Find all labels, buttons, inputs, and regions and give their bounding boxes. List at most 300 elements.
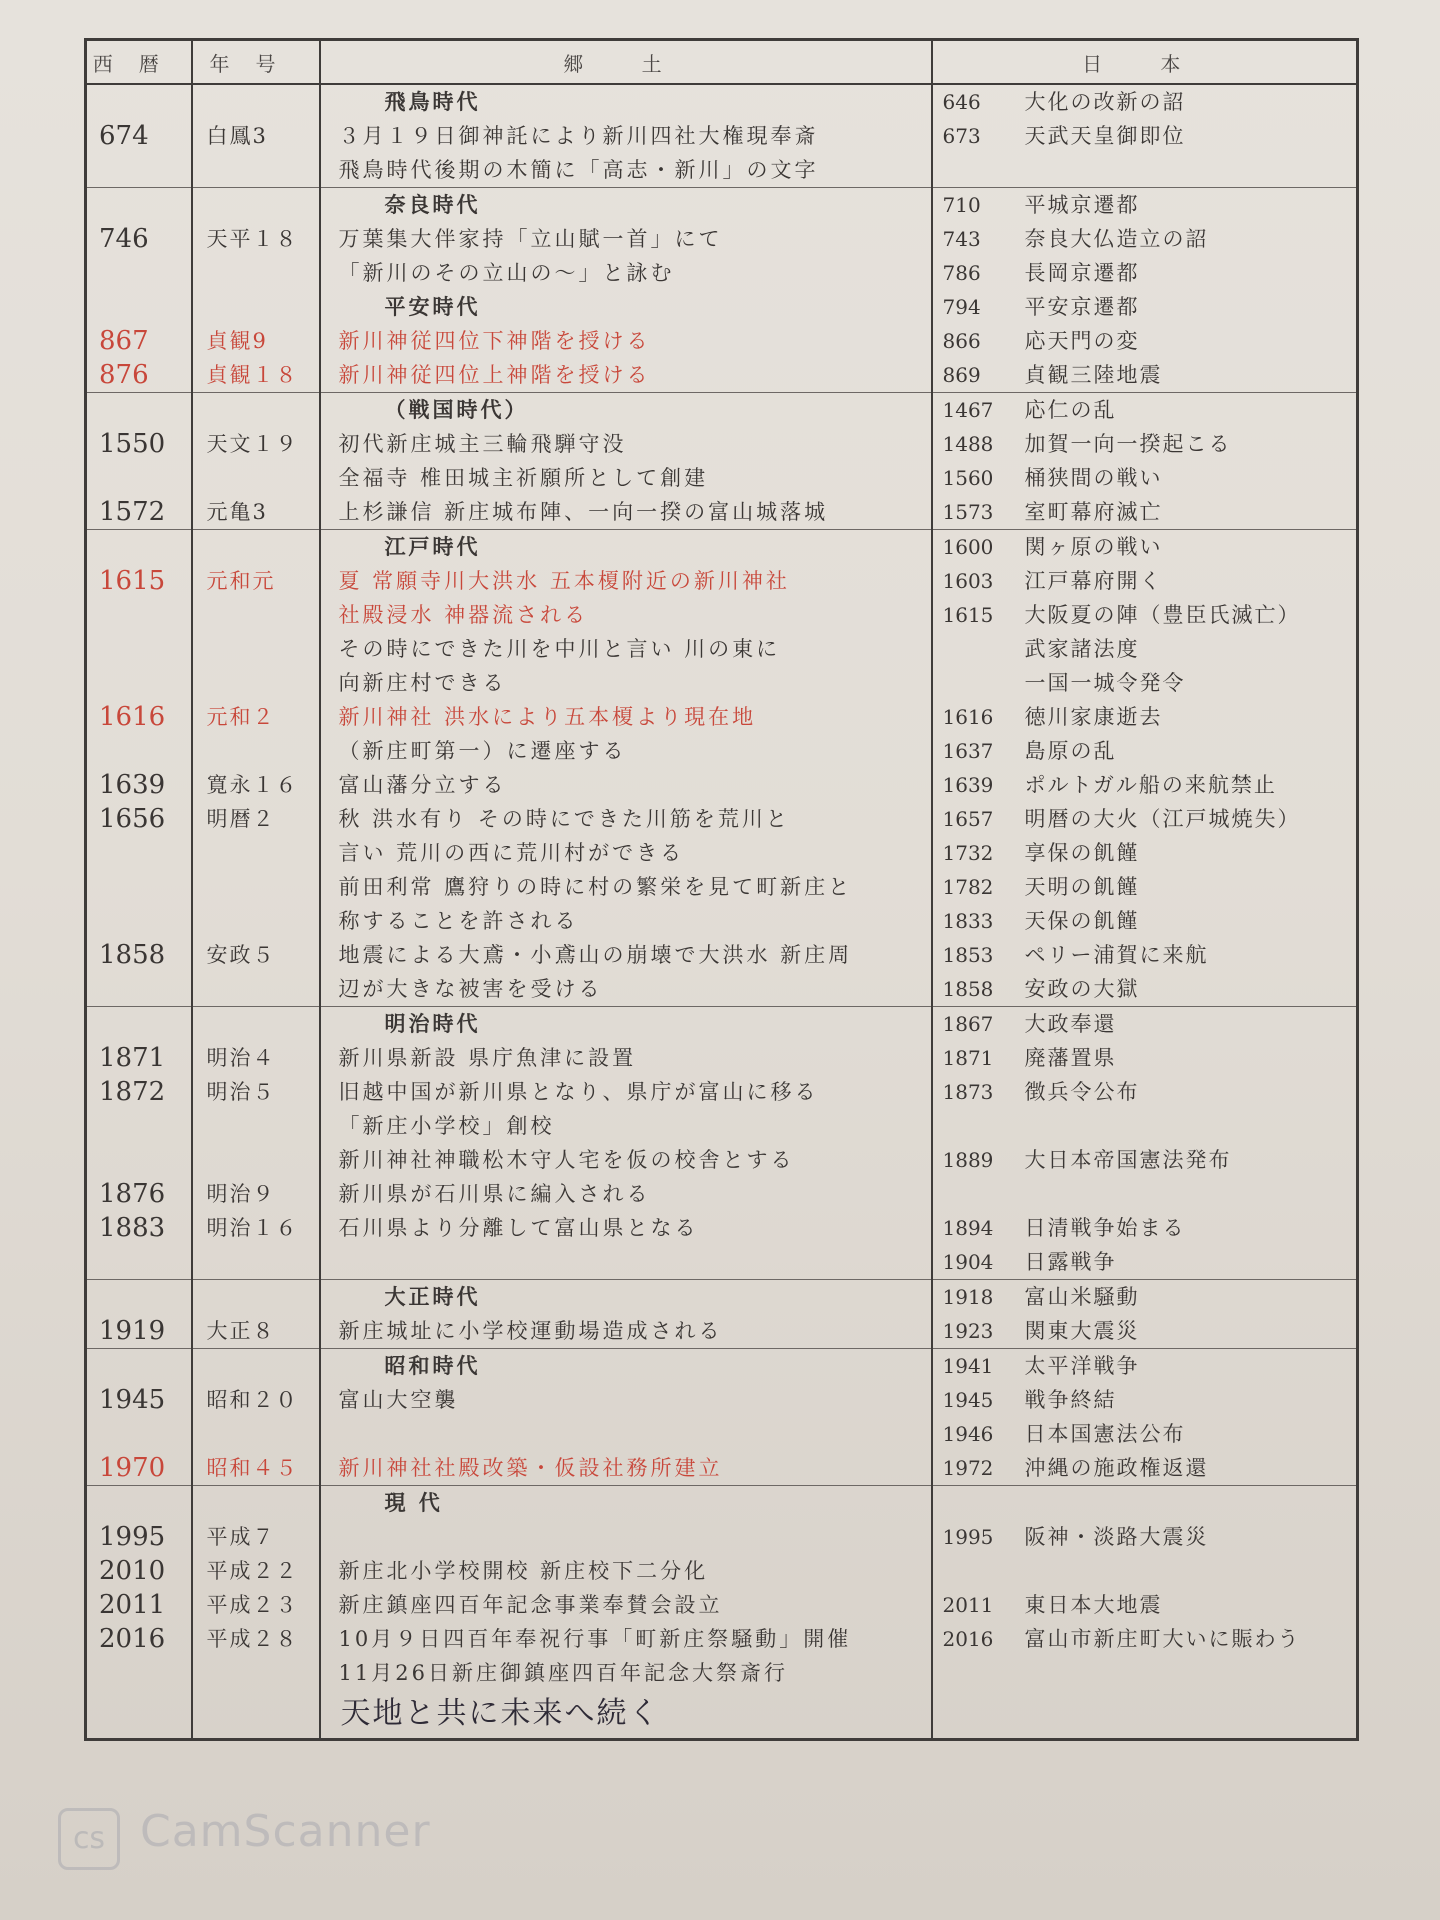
local-event-text: 地震による大鳶・小鳶山の崩壊で大洪水 新庄周: [338, 943, 853, 967]
period-heading: 平安時代: [384, 294, 481, 319]
japan-cell: [932, 530, 1358, 1007]
era-text: [193, 1109, 319, 1143]
japan-year: 1904: [942, 1250, 994, 1274]
japan-event-text: 大化の改新の詔: [1024, 90, 1186, 114]
japan-event: [933, 1588, 1357, 1622]
era-text: 大正８: [206, 1319, 276, 1343]
japan-event-text: 徴兵令公布: [1024, 1080, 1140, 1104]
year-text: 1858: [99, 940, 166, 970]
japan-year: 1782: [942, 875, 994, 899]
local-event-text: 夏 常願寺川大洪水 五本榎附近の新川神社: [338, 569, 790, 593]
era-text: [193, 734, 319, 768]
year-text: 1572: [99, 497, 166, 527]
era-text: [193, 666, 319, 700]
era-text: 昭和４５: [206, 1456, 299, 1480]
table-header-row: [86, 40, 1358, 85]
local-event-text: 新川神従四位下神階を授ける: [338, 329, 651, 353]
japan-event: [933, 1314, 1357, 1348]
japan-year: 1573: [942, 500, 994, 524]
year-text: [87, 188, 191, 222]
year-text: [87, 666, 191, 700]
era-cell: [192, 530, 320, 1007]
local-event-text: 初代新庄城主三輪飛騨守没: [338, 432, 627, 456]
period-heading: 昭和時代: [384, 1353, 481, 1378]
year-text: [87, 290, 191, 324]
japan-year: 1873: [942, 1080, 994, 1104]
era-text: [193, 1656, 319, 1690]
japan-event: [933, 1451, 1357, 1485]
era-text: [193, 870, 319, 904]
japan-year: 1945: [942, 1388, 994, 1412]
japan-event: [933, 768, 1357, 802]
japan-cell: [932, 1349, 1358, 1486]
japan-year: 1871: [942, 1046, 994, 1070]
local-event-text: 秋 洪水有り その時にできた川筋を荒川と: [338, 807, 790, 831]
japan-event-text: 日露戦争: [1024, 1250, 1117, 1274]
period-row: [86, 1486, 1358, 1740]
era-text: 明治１６: [206, 1216, 299, 1240]
year-text: 2016: [99, 1624, 166, 1654]
era-text: 明治９: [206, 1182, 276, 1206]
era-text: 白鳳3: [206, 124, 268, 148]
local-event-text: 10月９日四百年奉祝行事「町新庄祭騒動」開催: [338, 1627, 852, 1651]
japan-event-text: 江戸幕府開く: [1024, 569, 1163, 593]
japan-year: 1639: [942, 773, 994, 797]
japan-event: [933, 938, 1357, 972]
header-year: 西暦: [86, 40, 192, 85]
japan-event-text: 大日本帝国憲法発布: [1024, 1148, 1232, 1172]
japan-event: [933, 290, 1357, 324]
year-text: [87, 85, 191, 119]
year-text: 1995: [99, 1522, 166, 1552]
camscanner-logo-icon: cs: [58, 1808, 120, 1870]
japan-event-text: 桶狭間の戦い: [1024, 466, 1163, 490]
year-cell: [86, 84, 192, 188]
year-text: [87, 1109, 191, 1143]
year-text: [87, 1245, 191, 1279]
local-event-text: 新川県が石川県に編入される: [338, 1182, 651, 1206]
japan-event-text: 応天門の変: [1024, 329, 1140, 353]
local-event-text: 向新庄村できる: [338, 671, 507, 695]
japan-event: [933, 1280, 1357, 1314]
japan-year: 710: [942, 193, 981, 217]
period-row: [86, 188, 1358, 393]
year-text: [87, 1007, 191, 1041]
japan-event-text: 平安京遷都: [1024, 295, 1140, 319]
japan-year: 1946: [942, 1422, 994, 1446]
local-cell: [320, 188, 932, 393]
year-cell: [86, 1007, 192, 1280]
japan-event: [933, 222, 1357, 256]
year-text: 674: [99, 121, 149, 151]
japan-event: [933, 836, 1357, 870]
era-text: 貞観１８: [206, 363, 299, 387]
period-heading: 飛鳥時代: [384, 89, 481, 114]
year-text: [87, 1486, 191, 1520]
year-text: 1616: [99, 702, 166, 732]
japan-event: [933, 1622, 1357, 1656]
japan-event: [933, 358, 1357, 392]
local-event-text: [321, 1417, 931, 1451]
local-cell: [320, 84, 932, 188]
japan-event: [933, 700, 1357, 734]
year-text: 1883: [99, 1213, 166, 1243]
year-text: [87, 870, 191, 904]
year-cell: [86, 1280, 192, 1349]
local-event-text: 新川神社 洪水により五本榎より現在地: [338, 705, 757, 729]
local-event-text: 辺が大きな被害を受ける: [338, 977, 603, 1001]
japan-year: 794: [942, 295, 981, 319]
year-cell: [86, 1486, 192, 1740]
era-text: 貞観9: [206, 329, 268, 353]
japan-year: 1732: [942, 841, 994, 865]
japan-event-text: 加賀一向一揆起こる: [1024, 432, 1232, 456]
era-text: [193, 598, 319, 632]
year-text: [87, 1349, 191, 1383]
japan-cell: [932, 1280, 1358, 1349]
japan-year: 869: [942, 363, 981, 387]
japan-year: 1972: [942, 1456, 994, 1480]
japan-event-text: 廃藩置県: [1024, 1046, 1117, 1070]
year-text: [87, 904, 191, 938]
japan-event-text: 安政の大獄: [1024, 977, 1140, 1001]
era-text: [193, 1417, 319, 1451]
japan-event: [933, 1245, 1357, 1279]
period-heading: 明治時代: [384, 1011, 481, 1036]
era-text: 天平１８: [206, 227, 299, 251]
year-text: 1945: [99, 1385, 166, 1415]
era-cell: [192, 84, 320, 188]
japan-year: 1488: [942, 432, 994, 456]
japan-event-text: ペリー浦賀に来航: [1024, 943, 1209, 967]
japan-year: 1637: [942, 739, 994, 763]
local-event-text: 新庄鎮座四百年記念事業奉賛会設立: [338, 1593, 723, 1617]
era-text: [193, 1143, 319, 1177]
local-event-text: 「新庄小学校」創校: [338, 1114, 555, 1138]
japan-event: [933, 188, 1357, 222]
period-heading: （戦国時代）: [384, 397, 529, 422]
japan-year: 1894: [942, 1216, 994, 1240]
japan-year: 1560: [942, 466, 994, 490]
era-text: [193, 188, 319, 222]
era-text: 平成２２: [206, 1559, 299, 1583]
era-text: 元和２: [206, 705, 276, 729]
japan-event: [933, 1041, 1357, 1075]
japan-event-text: 徳川家康逝去: [1024, 705, 1163, 729]
period-heading: 現 代: [384, 1490, 443, 1515]
japan-year: 1941: [942, 1354, 994, 1378]
year-text: [87, 393, 191, 427]
japan-year: 786: [942, 261, 981, 285]
local-event-text: 新川神従四位上神階を授ける: [338, 363, 651, 387]
era-text: 元亀3: [206, 500, 268, 524]
japan-year: 1657: [942, 807, 994, 831]
era-text: [193, 1007, 319, 1041]
local-event-text: 石川県より分離して富山県となる: [338, 1216, 699, 1240]
year-text: 2010: [99, 1556, 166, 1586]
japan-event: [933, 972, 1357, 1006]
japan-event: [933, 1211, 1357, 1245]
era-text: [193, 1245, 319, 1279]
japan-event: [933, 1007, 1357, 1041]
year-text: 1970: [99, 1453, 166, 1483]
era-text: [193, 1280, 319, 1314]
year-text: 746: [99, 224, 149, 254]
japan-event-text: 太平洋戦争: [1024, 1354, 1140, 1378]
japan-year: 1616: [942, 705, 994, 729]
era-cell: [192, 1349, 320, 1486]
japan-year: 1853: [942, 943, 994, 967]
year-text: [87, 153, 191, 187]
japan-event-text: 大阪夏の陣（豊臣氏滅亡）: [1024, 603, 1301, 627]
era-text: 安政５: [206, 943, 276, 967]
japan-cell: [932, 1007, 1358, 1280]
era-text: [193, 85, 319, 119]
japan-year: 2016: [942, 1627, 994, 1651]
era-text: [193, 1486, 319, 1520]
header-japan: 日 本: [932, 40, 1358, 85]
japan-event-text: 島原の乱: [1024, 739, 1117, 763]
year-text: [87, 1143, 191, 1177]
local-event-text: （新庄町第一）に遷座する: [338, 739, 627, 763]
local-event-text: 飛鳥時代後期の木簡に「高志・新川」の文字: [338, 158, 819, 182]
era-text: 元和元: [206, 569, 276, 593]
local-cell: [320, 393, 932, 530]
year-text: 1656: [99, 804, 166, 834]
table-body: [86, 84, 1358, 1740]
year-text: [87, 1417, 191, 1451]
japan-cell: [932, 393, 1358, 530]
local-event-text: 新庄北小学校開校 新庄校下二分化: [338, 1559, 709, 1583]
japan-event: [933, 1383, 1357, 1417]
japan-event: [933, 904, 1357, 938]
era-text: [193, 632, 319, 666]
japan-event-text: 沖縄の施政権返還: [1024, 1456, 1209, 1480]
japan-event: [933, 1143, 1357, 1177]
era-cell: [192, 1486, 320, 1740]
era-text: 寛永１６: [206, 773, 299, 797]
year-text: [87, 530, 191, 564]
year-text: 1550: [99, 429, 166, 459]
japan-event: [933, 393, 1357, 427]
local-event-text: 社殿浸水 神器流される: [338, 603, 589, 627]
local-event-text: 上杉謙信 新庄城布陣、一向一揆の富山城落城: [338, 500, 829, 524]
year-text: 1876: [99, 1179, 166, 1209]
year-text: 1872: [99, 1077, 166, 1107]
japan-event: [933, 1656, 1357, 1690]
local-event-text: 新川神社神職松木守人宅を仮の校舎とする: [338, 1148, 795, 1172]
japan-event: [933, 324, 1357, 358]
local-event-text: ３月１９日御神託により新川四社大権現奉斎: [338, 124, 819, 148]
japan-event: [933, 1554, 1357, 1588]
local-cell: [320, 1349, 932, 1486]
japan-event: [933, 85, 1357, 119]
japan-event-text: 武家諸法度: [1024, 637, 1140, 661]
japan-year: 1867: [942, 1012, 994, 1036]
japan-event: [933, 495, 1357, 529]
era-cell: [192, 188, 320, 393]
japan-year: 1889: [942, 1148, 994, 1172]
period-row: [86, 1280, 1358, 1349]
year-text: 876: [99, 360, 149, 390]
local-event-text: 称することを許される: [338, 909, 579, 933]
era-text: [193, 530, 319, 564]
japan-year: 1467: [942, 398, 994, 422]
japan-event: [933, 256, 1357, 290]
local-event-text: その時にできた川を中川と言い 川の東に: [338, 637, 781, 661]
local-event-text: 新庄城址に小学校運動場造成される: [338, 1319, 723, 1343]
japan-event: [933, 153, 1357, 187]
japan-event-text: 富山米騒動: [1024, 1285, 1140, 1309]
japan-event: [933, 1075, 1357, 1109]
japan-event-text: 長岡京遷都: [1024, 261, 1140, 285]
local-event-text: 新川県新設 県庁魚津に設置: [338, 1046, 637, 1070]
japan-event-text: ポルトガル船の来航禁止: [1024, 773, 1277, 797]
era-text: 平成７: [206, 1525, 276, 1549]
japan-event-text: 室町幕府滅亡: [1024, 500, 1163, 524]
local-event-text: [321, 1520, 931, 1554]
japan-event-text: 関東大震災: [1024, 1319, 1140, 1343]
era-text: [193, 256, 319, 290]
japan-year: 743: [942, 227, 981, 251]
watermark-text: CamScanner: [140, 1806, 431, 1857]
era-text: 平成２３: [206, 1593, 299, 1617]
japan-event-text: 日本国憲法公布: [1024, 1422, 1186, 1446]
japan-event: [933, 870, 1357, 904]
local-event-text: 前田利常 鷹狩りの時に村の繁栄を見て町新庄と: [338, 875, 853, 899]
japan-event: [933, 119, 1357, 153]
japan-year: 673: [942, 124, 981, 148]
local-cell: [320, 1486, 932, 1740]
japan-event-text: 平城京遷都: [1024, 193, 1140, 217]
japan-event: [933, 427, 1357, 461]
era-text: 天文１９: [206, 432, 299, 456]
japan-event: [933, 461, 1357, 495]
japan-year: 2011: [942, 1593, 994, 1617]
era-text: [193, 836, 319, 870]
era-cell: [192, 393, 320, 530]
year-cell: [86, 530, 192, 1007]
year-text: 1639: [99, 770, 166, 800]
closing-motto: 天地と共に未来へ続く: [340, 1696, 661, 1731]
japan-event: [933, 1486, 1357, 1520]
japan-event: [933, 734, 1357, 768]
japan-event: [933, 1520, 1357, 1554]
year-cell: [86, 1349, 192, 1486]
era-text: 昭和２０: [206, 1388, 299, 1412]
year-text: [87, 1280, 191, 1314]
japan-year: 1833: [942, 909, 994, 933]
year-text: 1615: [99, 566, 166, 596]
era-cell: [192, 1007, 320, 1280]
local-event-text: [321, 1245, 931, 1279]
header-local: 郷 土: [320, 40, 932, 85]
local-event-text: 富山大空襲: [338, 1388, 459, 1412]
japan-event-text: 奈良大仏造立の詔: [1024, 227, 1209, 251]
header-era: 年号: [192, 40, 320, 85]
year-text: [87, 836, 191, 870]
japan-cell: [932, 84, 1358, 188]
chronology-table: [84, 38, 1359, 1741]
japan-event: [933, 598, 1357, 632]
year-text: [87, 734, 191, 768]
japan-event-text: 享保の飢饉: [1024, 841, 1140, 865]
era-text: [193, 290, 319, 324]
period-row: [86, 1349, 1358, 1486]
japan-year: 1918: [942, 1285, 994, 1309]
japan-cell: [932, 188, 1358, 393]
local-event-text: 旧越中国が新川県となり、県庁が富山に移る: [338, 1080, 819, 1104]
japan-event: [933, 1417, 1357, 1451]
era-text: [193, 904, 319, 938]
japan-event-text: 天武天皇御即位: [1024, 124, 1186, 148]
japan-event: [933, 1349, 1357, 1383]
local-event-text: 新川神社社殿改築・仮設社務所建立: [338, 1456, 723, 1480]
japan-event-text: 明暦の大火（江戸城焼失）: [1024, 807, 1301, 831]
era-text: [193, 972, 319, 1006]
japan-event-text: 戦争終結: [1024, 1388, 1117, 1412]
era-text: 平成２８: [206, 1627, 299, 1651]
japan-year: 1923: [942, 1319, 994, 1343]
japan-event-text: 日清戦争始まる: [1024, 1216, 1186, 1240]
year-text: [87, 1656, 191, 1690]
local-event-text: 万葉集大伴家持「立山賦一首」にて: [338, 227, 723, 251]
japan-year: 866: [942, 329, 981, 353]
year-text: [87, 972, 191, 1006]
local-event-text: 言い 荒川の西に荒川村ができる: [338, 841, 685, 865]
year-text: [87, 461, 191, 495]
japan-event-text: 阪神・淡路大震災: [1024, 1525, 1209, 1549]
japan-year: 1603: [942, 569, 994, 593]
japan-event: [933, 1177, 1357, 1211]
japan-year: 1615: [942, 603, 994, 627]
japan-year: 1600: [942, 535, 994, 559]
era-text: [193, 461, 319, 495]
year-text: [87, 632, 191, 666]
japan-event-text: 東日本大地震: [1024, 1593, 1163, 1617]
local-cell: [320, 1280, 932, 1349]
period-row: [86, 84, 1358, 188]
local-event-text: 富山藩分立する: [338, 773, 507, 797]
japan-event: [933, 666, 1357, 700]
period-row: [86, 393, 1358, 530]
japan-event: [933, 802, 1357, 836]
era-text: 明治４: [206, 1046, 276, 1070]
year-text: 1919: [99, 1316, 166, 1346]
period-heading: 江戸時代: [384, 534, 481, 559]
period-row: [86, 530, 1358, 1007]
japan-year: 1995: [942, 1525, 994, 1549]
era-cell: [192, 1280, 320, 1349]
period-heading: 奈良時代: [384, 192, 481, 217]
japan-event: [933, 564, 1357, 598]
era-text: [193, 153, 319, 187]
japan-event-text: 富山市新庄町大いに賑わう: [1024, 1627, 1301, 1651]
japan-event: [933, 530, 1357, 564]
period-row: [86, 1007, 1358, 1280]
japan-event-text: 天保の飢饉: [1024, 909, 1140, 933]
japan-event-text: 一国一城令発令: [1024, 671, 1186, 695]
local-event-text: 「新川のその立山の～」と詠む: [338, 261, 675, 285]
local-event-text: 全福寺 椎田城主祈願所として創建: [338, 466, 709, 490]
local-event-text: 11月26日新庄御鎮座四百年記念大祭斎行: [338, 1661, 788, 1685]
year-text: 867: [99, 326, 149, 356]
japan-year: 1858: [942, 977, 994, 1001]
japan-event: [933, 632, 1357, 666]
year-cell: [86, 393, 192, 530]
local-cell: [320, 1007, 932, 1280]
year-cell: [86, 188, 192, 393]
